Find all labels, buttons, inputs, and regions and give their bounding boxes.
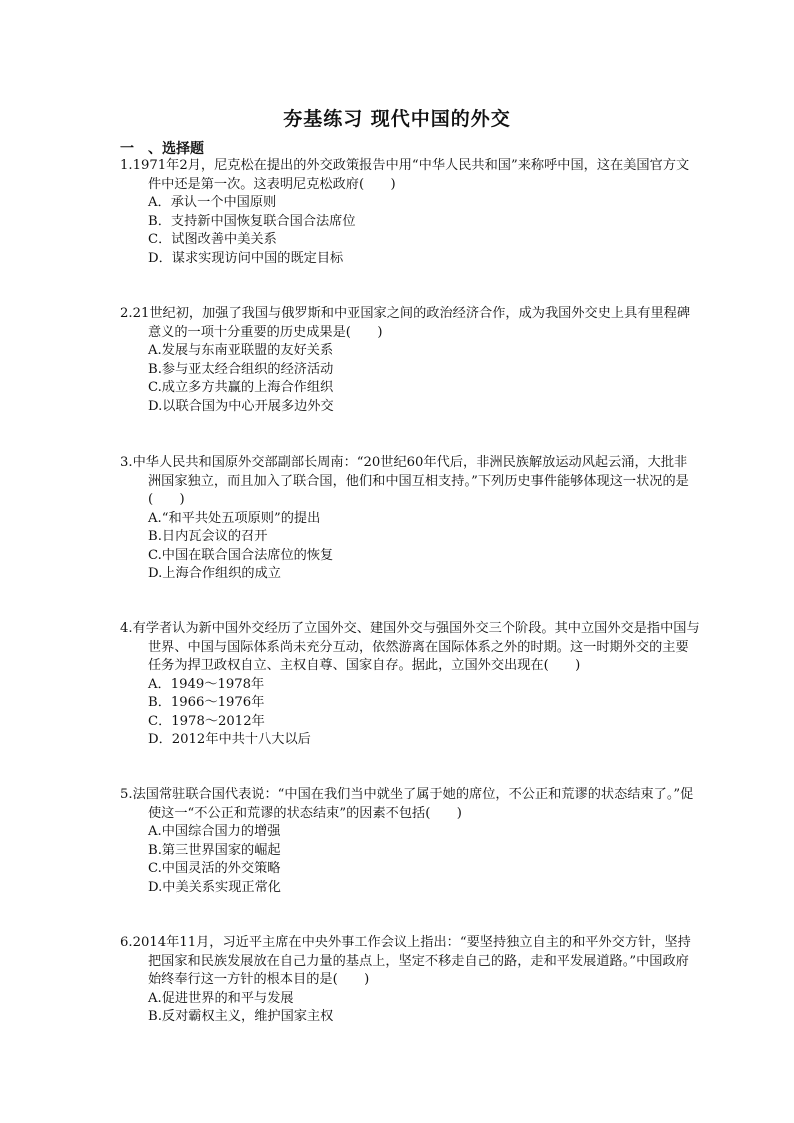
question-stem: 5.法国常驻联合国代表说：“中国在我们当中就坐了属于她的席位，不公正和荒谬的状态结束了。”促使这一“不公正和荒谬的状态结束”的因素不包括( ) (120, 787, 694, 821)
question-3 (120, 454, 700, 584)
option-d: D．2012年中共十八大以后 (148, 732, 311, 747)
option-c: C.中国灵活的外交策略 (148, 861, 281, 876)
question-1 (120, 157, 700, 268)
option-a: A.中国综合国力的增强 (148, 824, 281, 839)
question-2 (120, 305, 700, 416)
option-c: C.中国在联合国合法席位的恢复 (148, 547, 334, 563)
question-stem: 3.中华人民共和国原外交部副部长周南：“20世纪60年代后，非洲民族解放运动风起云涌，大批非洲国家独立，而且加入了联合国，他们和中国互相支持。”下列历史事件能够体现这一状况的是( ) (120, 455, 689, 507)
option-d: D.上海合作组织的成立 (148, 566, 281, 581)
page-title: 夯基练习 现代中国的外交 (283, 108, 511, 130)
option-a: A．1949～1978年 (148, 676, 265, 692)
option-c: C.成立多方共赢的上海合作组织 (148, 380, 334, 395)
option-c: C．试图改善中美关系 (148, 232, 277, 247)
option-b: B．支持新中国恢复联合国合法席位 (148, 213, 356, 229)
option-d: D.以联合国为中心开展多边外交 (148, 398, 334, 414)
question-stem: 2.21世纪初，加强了我国与俄罗斯和中亚国家之间的政治经济合作，成为我国外交史上具有里程碑意义的一项十分重要的历史成果是( ) (120, 306, 691, 340)
option-d: D．谋求实现访问中国的既定目标 (148, 250, 344, 266)
option-a: A.发展与东南亚联盟的友好关系 (148, 343, 334, 358)
option-b: B.第三世界国家的崛起 (148, 842, 281, 858)
option-b: B.反对霸权主义，维护国家主权 (148, 1009, 334, 1024)
option-a: A．承认一个中国原则 (148, 195, 277, 210)
option-a: A.促进世界的和平与发展 (148, 990, 294, 1006)
question-6 (120, 934, 700, 1027)
question-stem: 6.2014年11月，习近平主席在中央外事工作会议上指出：“要坚持独立自主的和平外交方针，坚持把国家和民族发展放在自己力量的基点上，坚定不移走自己的路，走和平发展道路。”中国政府始终奉行这一方针的根本目的是( ) (120, 935, 691, 987)
option-c: C．1978～2012年 (148, 713, 265, 729)
option-a: A.“和平共处五项原则”的提出 (148, 510, 321, 526)
question-stem: 1.1971年2月，尼克松在提出的外交政策报告中用“中华人民共和国”来称呼中国，这在美国官方文件中还是第一次。这表明尼克松政府( ) (120, 158, 690, 192)
question-5 (120, 786, 700, 897)
option-b: B.日内瓦会议的召开 (148, 529, 268, 544)
section-heading: 一 、选择题 (120, 141, 204, 157)
option-b: B．1966～1976年 (148, 695, 265, 710)
question-stem: 4.有学者认为新中国外交经历了立国外交、建国外交与强国外交三个阶段。其中立国外交是指中国与世界、中国与国际体系尚未充分互动，依然游离在国际体系之外的时期。这一时期外交的主要任务为捍卫政权自立、主权自尊、国家自存。据此，立国外交出现在( ) (120, 621, 700, 673)
question-4 (120, 620, 700, 750)
option-d: D.中美关系实现正常化 (148, 879, 281, 895)
option-b: B.参与亚太经合组织的经济活动 (148, 361, 334, 377)
